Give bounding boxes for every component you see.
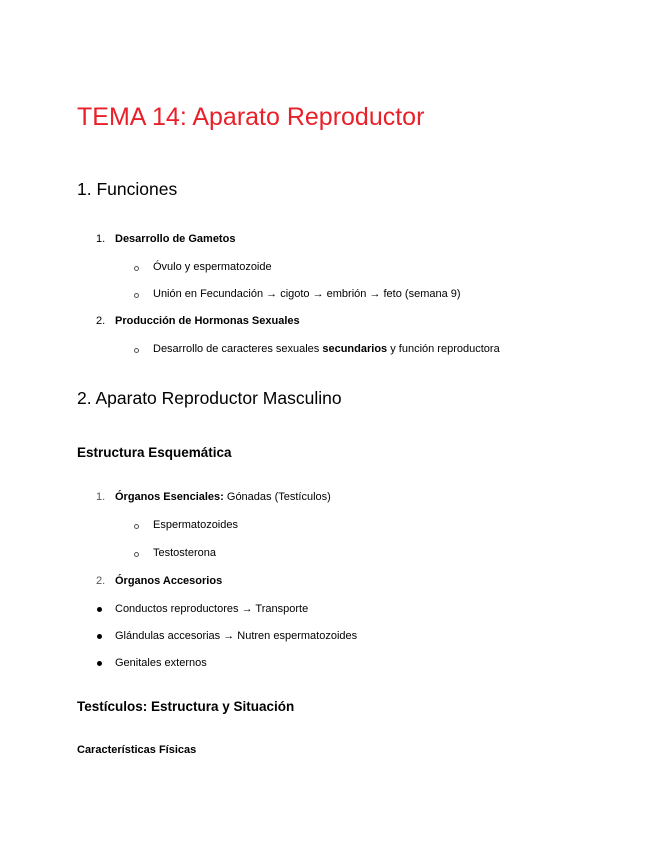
hollow-bullet-icon bbox=[134, 348, 139, 353]
subheading-caracteristicas: Características Físicas bbox=[77, 744, 197, 756]
sub-item-label: Espermatozoides bbox=[153, 519, 238, 531]
section-heading-funciones: 1. Funciones bbox=[77, 179, 178, 199]
bullet-icon bbox=[97, 607, 102, 612]
hollow-bullet-icon bbox=[134, 266, 139, 271]
subheading-testiculos: Testículos: Estructura y Situación bbox=[77, 699, 295, 714]
sub-item-label: Testosterona bbox=[153, 547, 216, 559]
bullet-label: Glándulas accesorias → Nutren espermatozoides bbox=[115, 630, 358, 642]
list-item-label: Órganos Esenciales: bbox=[115, 491, 224, 503]
list-item-label: Desarrollo de Gametos bbox=[115, 233, 236, 245]
hollow-bullet-icon bbox=[134, 524, 139, 529]
list-number: 1. bbox=[96, 233, 106, 245]
bullet-label: Genitales externos bbox=[115, 657, 207, 669]
sub-item-text: Desarrollo de caracteres sexuales bbox=[153, 343, 323, 355]
list-number: 2. bbox=[96, 575, 106, 587]
hollow-bullet-icon bbox=[134, 293, 139, 298]
subheading-estructura: Estructura Esquemática bbox=[77, 445, 232, 460]
sub-item-emphasis: secundarios bbox=[322, 343, 388, 355]
list-item-detail: Gónadas (Testículos) bbox=[223, 491, 331, 503]
list-number: 1. bbox=[96, 491, 106, 503]
bullet-icon bbox=[97, 634, 102, 639]
page-title: TEMA 14: Aparato Reproductor bbox=[77, 103, 425, 131]
list-item-label: Producción de Hormonas Sexuales bbox=[115, 315, 300, 327]
bullet-icon bbox=[97, 661, 102, 666]
sub-item-label: Óvulo y espermatozoide bbox=[153, 261, 272, 273]
sub-item-label: Unión en Fecundación → cigoto → embrión → feto (semana 9) bbox=[153, 288, 461, 300]
bullet-label: Conductos reproductores → Transporte bbox=[115, 603, 309, 615]
section-heading-masculino: 2. Aparato Reproductor Masculino bbox=[77, 388, 342, 408]
list-item-label: Órganos Accesorios bbox=[115, 575, 223, 587]
hollow-bullet-icon bbox=[134, 552, 139, 557]
sub-item-text-end: y función reproductora bbox=[387, 343, 500, 355]
list-number: 2. bbox=[96, 315, 106, 327]
